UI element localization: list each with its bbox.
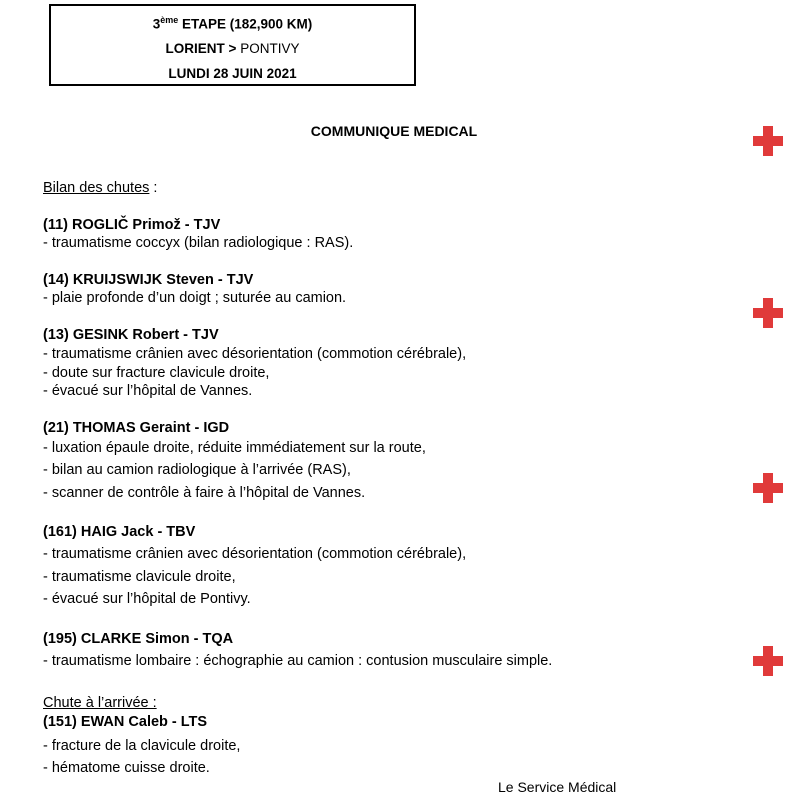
rider-note: - doute sur fracture clavicule droite, [43, 365, 270, 381]
rider-name: (11) ROGLIČ Primož - TJV [43, 217, 221, 233]
arrival-heading: Chute à l’arrivée : [43, 695, 157, 711]
red-cross-icon [753, 298, 783, 328]
rider-name: (151) EWAN Caleb - LTS [43, 714, 208, 730]
rider-note: - traumatisme crânien avec désorientation (commotion cérébrale), [43, 346, 467, 362]
red-cross-icon [753, 126, 783, 156]
date-line: LUNDI 28 JUIN 2021 [168, 66, 297, 81]
stage-line [51, 15, 414, 32]
falls-heading-label: Bilan des chutes [43, 180, 150, 196]
stage-distance: ETAPE (182,900 KM) [178, 16, 313, 32]
signature: Le Service Médical [498, 779, 617, 795]
red-cross-icon [753, 646, 783, 676]
falls-heading-suffix: : [149, 180, 158, 196]
rider-note: - traumatisme clavicule droite, [43, 569, 236, 585]
rider-name: (195) CLARKE Simon - TQA [43, 631, 234, 647]
route-line [51, 41, 414, 56]
red-cross-icon [753, 473, 783, 503]
rider-note: - bilan au camion radiologique à l’arrivée (RAS), [43, 462, 351, 478]
stage-header-box [49, 4, 416, 86]
rider-note: - fracture de la clavicule droite, [43, 738, 241, 754]
rider-note: - hématome cuisse droite. [43, 760, 210, 776]
rider-note: - scanner de contrôle à faire à l’hôpital de Vannes. [43, 485, 366, 501]
rider-name: (13) GESINK Robert - TJV [43, 327, 219, 343]
stage-number: 3 [152, 16, 161, 32]
route-start: LORIENT > [165, 41, 241, 56]
rider-note: - évacué sur l’hôpital de Vannes. [43, 383, 253, 399]
rider-name: (21) THOMAS Geraint - IGD [43, 420, 230, 436]
rider-note: - traumatisme crânien avec désorientation (commotion cérébrale), [43, 546, 467, 562]
rider-name: (14) KRUIJSWIJK Steven - TJV [43, 272, 254, 288]
rider-name: (161) HAIG Jack - TBV [43, 524, 196, 540]
falls-heading [43, 180, 157, 196]
rider-note: - luxation épaule droite, réduite immédiatement sur la route, [43, 440, 426, 456]
rider-note: - évacué sur l’hôpital de Pontivy. [43, 591, 251, 607]
page-title: COMMUNIQUE MEDICAL [310, 123, 478, 139]
rider-note: - traumatisme coccyx (bilan radiologique : RAS). [43, 235, 354, 251]
stage-suffix: ème [160, 15, 179, 25]
route-end: PONTIVY [240, 41, 300, 56]
rider-note: - traumatisme lombaire : échographie au camion : contusion musculaire simple. [43, 653, 553, 669]
rider-note: - plaie profonde d’un doigt ; suturée au camion. [43, 290, 347, 306]
